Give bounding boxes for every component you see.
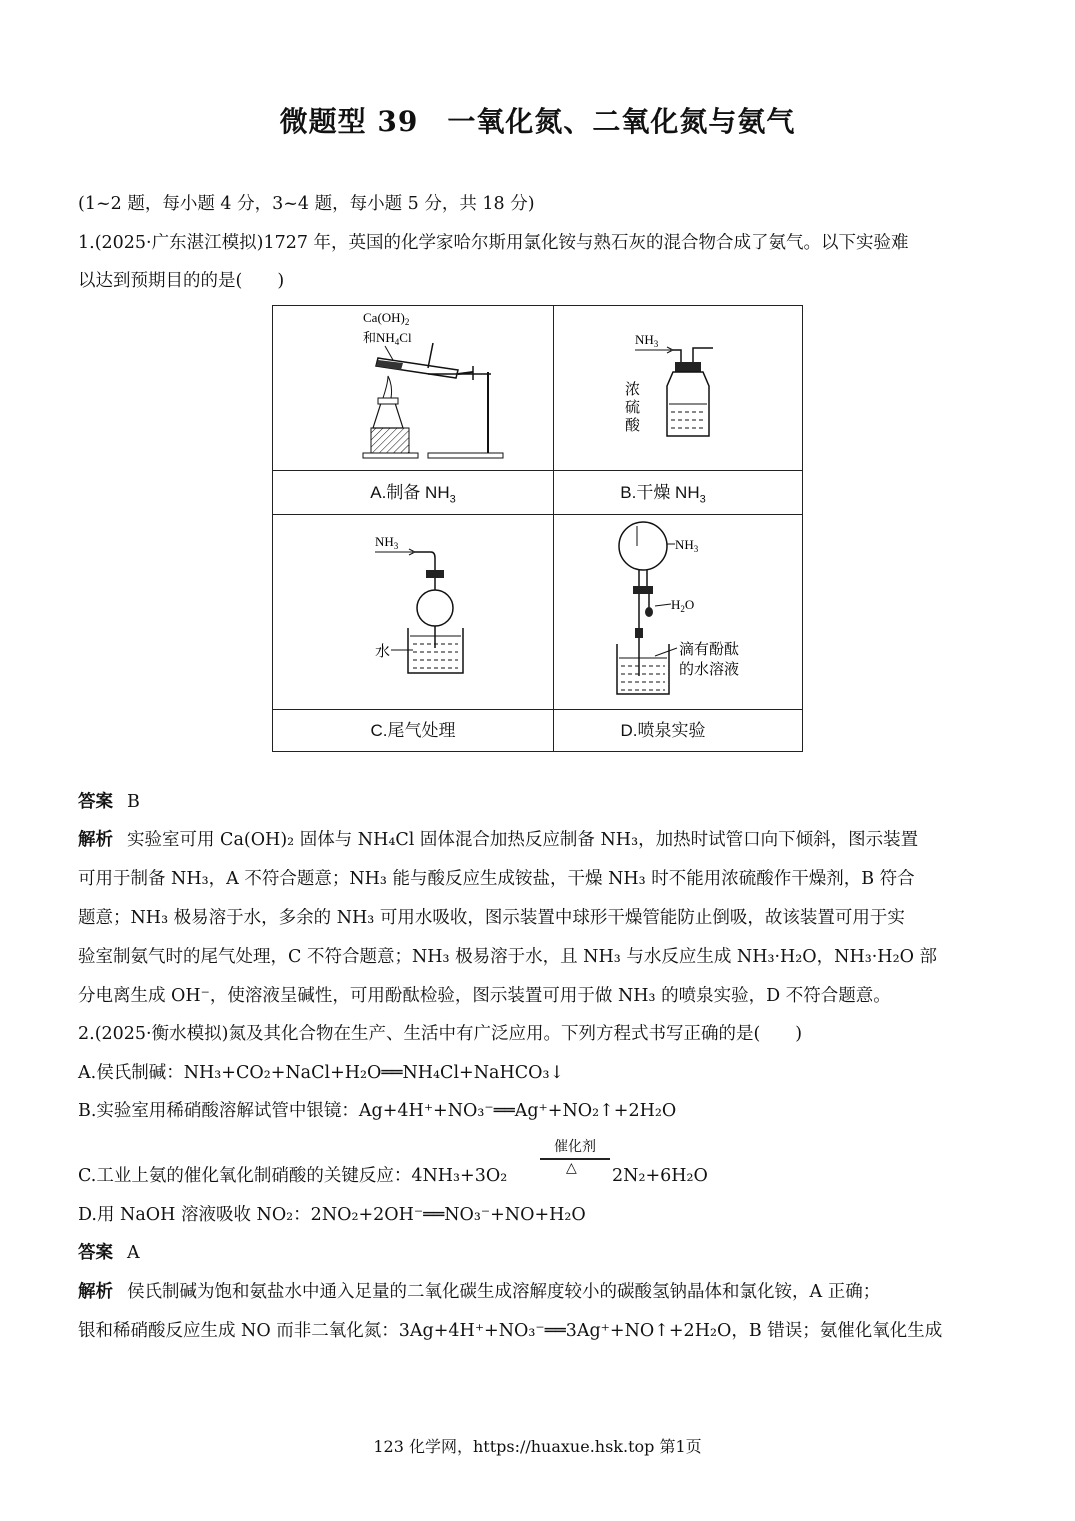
q2-option-c-left: C.工业上氨的催化氧化制硝酸的关键反应：4NH₃+3O₂ — [78, 1166, 508, 1186]
page-footer: 123 化学网，https://huaxue.hsk.top 第1页 — [373, 1437, 702, 1456]
q1-stem-line2: 以达到预期目的的是( ) — [78, 271, 285, 291]
grid-divider-vertical — [553, 306, 554, 751]
q2-option-c-right: 2N₂+6H₂O — [612, 1166, 708, 1186]
fig-c-water: 水 — [375, 642, 391, 660]
fig-b-nh3: NH — [635, 332, 654, 347]
q2-analysis-line2: 银和稀硝酸反应生成 NO 而非二氧化氮：3Ag+4H⁺+NO₃⁻══3Ag⁺+NO↑+2H₂O，B 错误；氨催化氧化生成 — [78, 1321, 943, 1341]
q2-option-c-catalyst: 催化剂 — [540, 1136, 610, 1160]
fig-b-acid-1: 浓 — [625, 380, 641, 398]
q2-option-b: B.实验室用稀硝酸溶解试管中银镜：Ag+4H⁺+NO₃⁻══Ag⁺+NO₂↑+2H₂O — [78, 1101, 677, 1121]
q1-analysis-line4: 验室制氨气时的尾气处理，C 不符合题意；NH₃ 极易溶于水，且 NH₃ 与水反应生成 NH₃·H₂O，NH₃·H₂O 部 — [78, 947, 937, 967]
q2-option-a: A.侯氏制碱：NH₃+CO₂+NaCl+H₂O══NH₄Cl+NaHCO₃↓ — [78, 1063, 565, 1083]
page-title: 微题型 39 一氧化氮、二氧化氮与氨气 — [279, 105, 796, 138]
q1-analysis-line1: 解析 实验室可用 Ca(OH)₂ 固体与 NH₄Cl 固体混合加热反应制备 NH₃，加热时试管口向下倾斜，图示装置 — [78, 830, 919, 850]
q2-answer: 答案 A — [78, 1243, 140, 1263]
figure-d-fountain — [603, 516, 783, 706]
fig-d-sol2: 的水溶液 — [679, 660, 740, 678]
q2-option-d: D.用 NaOH 溶液吸收 NO₂：2NO₂+2OH⁻══NO₃⁻+NO+H₂O — [78, 1205, 586, 1225]
svg-text:NH3: $NH_3$ — [375, 534, 399, 551]
figure-a-ammonia-preparation — [333, 308, 533, 468]
q2-option-c-heat: △ — [566, 1160, 577, 1176]
caption-c: C.尾气处理 — [370, 721, 456, 740]
q1-stem-line1: 1.(2025·广东湛江模拟)1727 年，英国的化学家哈尔斯用氯化铵与熟石灰的混合物合成了氨气。以下实验难 — [78, 233, 909, 253]
caption-b: B.干燥 $NH_3$ — [620, 483, 706, 506]
grid-divider-row2 — [273, 514, 802, 515]
q1-analysis-line2: 可用于制备 NH₃，A 不符合题意；NH₃ 能与酸反应生成铵盐，干燥 NH₃ 时不能用浓硫酸作干燥剂，B 符合 — [78, 869, 915, 889]
svg-text:和NH4Cl: 和$NH_4Cl$ — [363, 330, 412, 347]
q1-answer: 答案 B — [78, 792, 140, 812]
caption-d: D.喷泉实验 — [620, 721, 706, 740]
svg-text:NH3: $NH_3$ — [635, 332, 659, 349]
svg-text:NH3: $NH_3$ — [675, 537, 699, 554]
q1-analysis-line5: 分电离生成 OH⁻，使溶液呈碱性，可用酚酞检验，图示装置可用于做 NH₃ 的喷泉实验，D 不符合题意。 — [78, 986, 891, 1006]
figure-b-drying-bottle — [623, 326, 753, 466]
score-note: (1~2 题，每小题 4 分，3~4 题，每小题 5 分，共 18 分) — [78, 194, 535, 214]
fig-d-sol1: 滴有酚酞 — [679, 640, 740, 658]
q2-stem: 2.(2025·衡水模拟)氮及其化合物在生产、生活中有广泛应用。下列方程式书写正确的是( ) — [78, 1024, 803, 1044]
fig-a-label1: Ca(OH) — [363, 310, 405, 325]
caption-a: A.制备 $NH_3$ — [370, 483, 456, 506]
fig-b-acid-2: 硫 — [625, 398, 641, 416]
fig-c-nh3: NH — [375, 534, 394, 549]
fig-b-acid-3: 酸 — [625, 416, 641, 434]
figure-c-tail-gas — [373, 528, 503, 698]
fig-a-label2: 和NH — [363, 330, 395, 345]
fig-d-nh3: NH — [675, 537, 694, 552]
fig-d-h2o: H — [671, 597, 681, 612]
grid-divider-row1 — [273, 470, 802, 471]
grid-divider-row3 — [273, 709, 802, 710]
svg-text:H2O: $H_2O$ — [671, 597, 695, 614]
experiment-figure-table — [272, 305, 803, 752]
q2-analysis-line1: 解析 侯氏制碱为饱和氨盐水中通入足量的二氧化碳生成溶解度较小的碳酸氢钠晶体和氯化铵，A 正确； — [78, 1282, 881, 1302]
q1-analysis-line3: 题意；NH₃ 极易溶于水，多余的 NH₃ 可用水吸收，图示装置中球形干燥管能防止倒吸，故该装置可用于实 — [78, 908, 905, 928]
svg-text:Ca(OH)2: $Ca(OH)_2$ — [363, 310, 410, 327]
